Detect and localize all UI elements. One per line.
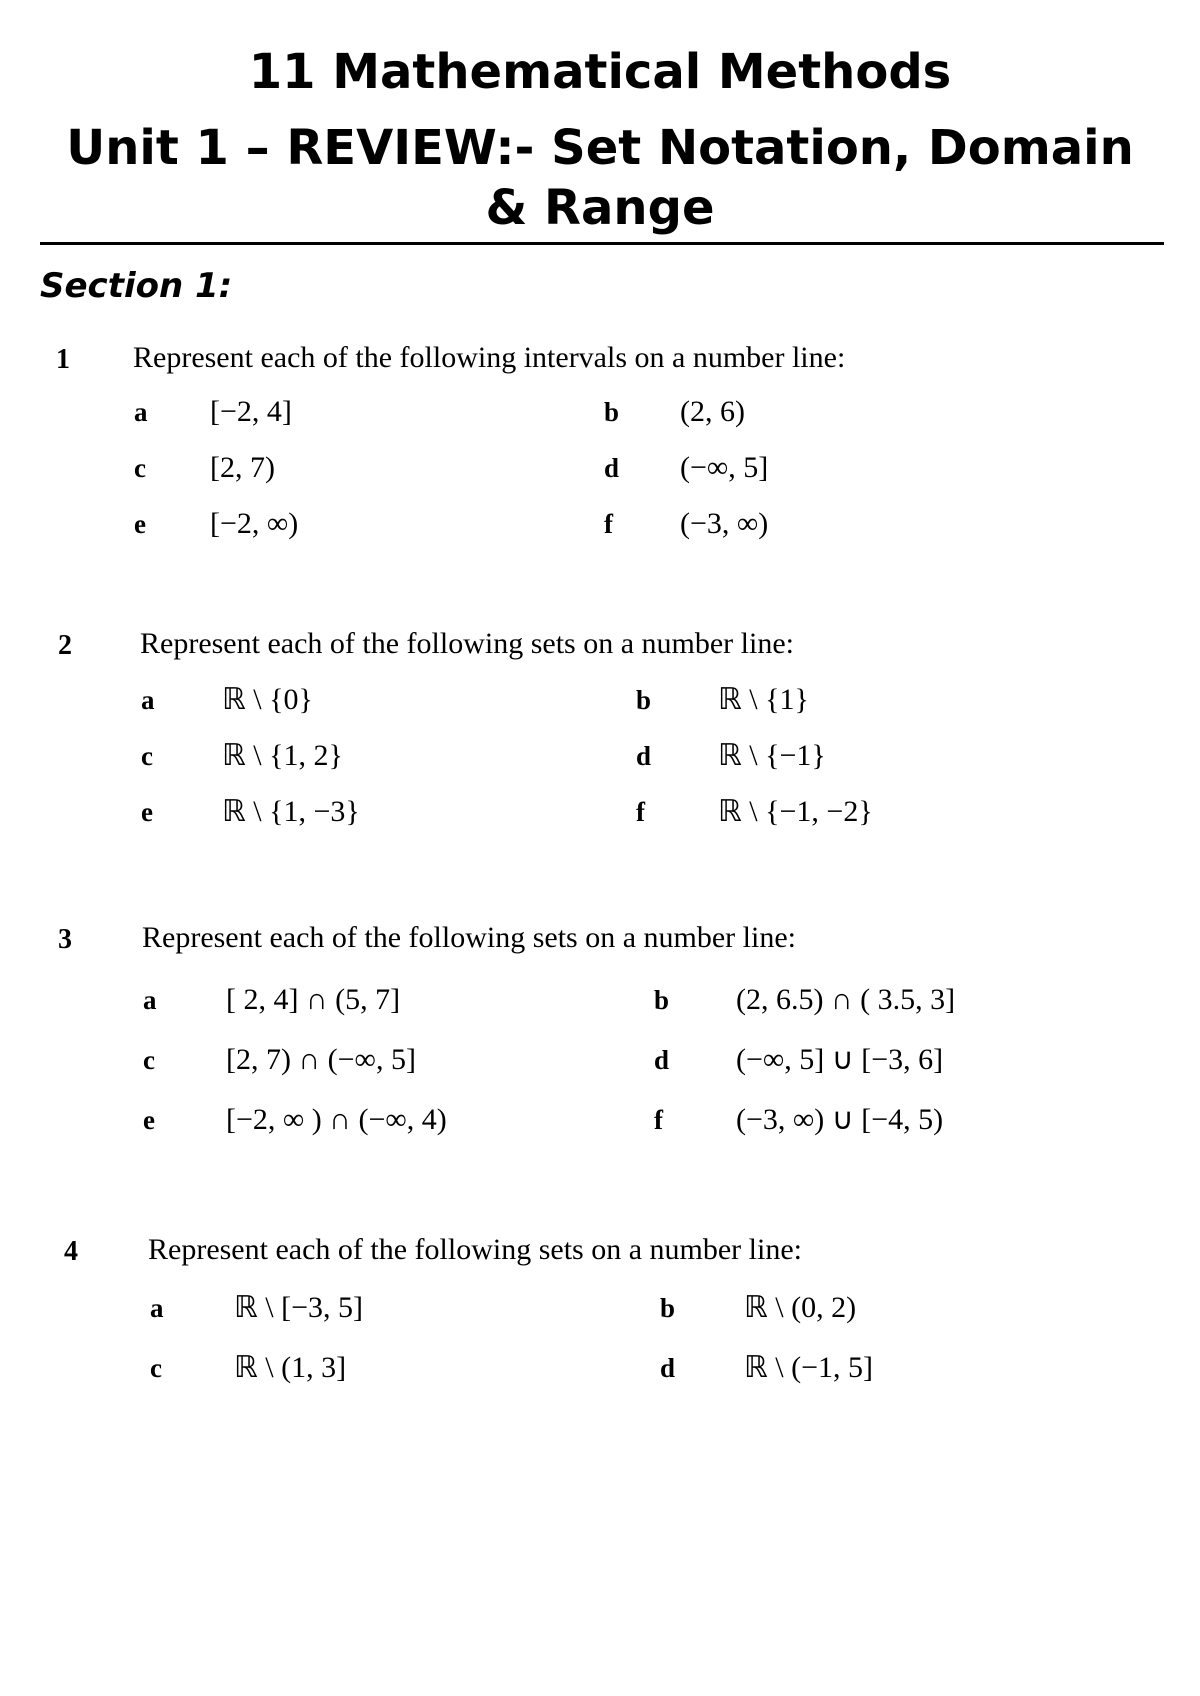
part-expression: (−3, ∞) ∪ [−4, 5) xyxy=(736,1103,944,1136)
question-prompt: Represent each of the following sets on a number line: xyxy=(148,1233,802,1266)
part-expression: (−3, ∞) xyxy=(680,507,769,540)
part-letter: b xyxy=(636,685,652,715)
document-title: 11 Mathematical Methods xyxy=(248,44,952,100)
part-expression: [2, 7) xyxy=(210,451,275,484)
part-letter: c xyxy=(134,453,146,483)
part-expression: ℝ \ (0, 2) xyxy=(744,1291,857,1324)
part-letter: d xyxy=(660,1353,676,1383)
part-letter: d xyxy=(654,1045,670,1075)
question-prompt: Represent each of the following intervals on a number line: xyxy=(133,341,846,374)
part-expression: ℝ \ {1, 2} xyxy=(222,739,343,772)
part-expression: [−2, ∞) xyxy=(210,507,299,540)
question-number: 2 xyxy=(58,630,72,661)
part-letter: f xyxy=(654,1105,663,1135)
part-expression: ℝ \ {0} xyxy=(222,683,313,716)
part-expression: [−2, 4] xyxy=(210,395,292,428)
document-subtitle: Unit 1 – REVIEW:- Set Notation, Domain & Range xyxy=(66,120,1134,236)
section-heading: Section 1: xyxy=(40,266,233,306)
part-expression: (−∞, 5] ∪ [−3, 6] xyxy=(736,1043,944,1076)
part-expression: (−∞, 5] xyxy=(680,451,769,484)
part-expression: [ 2, 4] ∩ (5, 7] xyxy=(226,983,401,1016)
question-number: 4 xyxy=(64,1236,78,1267)
part-expression: ℝ \ {1, −3} xyxy=(222,795,360,828)
part-letter: a xyxy=(141,685,155,715)
part-letter: a xyxy=(143,985,157,1015)
question-number: 1 xyxy=(56,344,70,375)
part-letter: f xyxy=(604,509,613,539)
part-expression: ℝ \ {−1, −2} xyxy=(718,795,873,828)
part-expression: [−2, ∞ ) ∩ (−∞, 4) xyxy=(226,1103,447,1136)
part-letter: e xyxy=(134,509,146,539)
part-letter: c xyxy=(150,1353,162,1383)
part-expression: ℝ \ {1} xyxy=(718,683,809,716)
part-expression: [2, 7) ∩ (−∞, 5] xyxy=(226,1043,416,1076)
part-letter: c xyxy=(143,1045,155,1075)
part-expression: (2, 6) xyxy=(680,395,745,428)
part-letter: a xyxy=(150,1293,164,1323)
part-letter: d xyxy=(604,453,620,483)
part-letter: c xyxy=(141,741,153,771)
part-letter: b xyxy=(654,985,670,1015)
part-expression: (2, 6.5) ∩ ( 3.5, 3] xyxy=(736,983,956,1016)
part-letter: a xyxy=(134,397,148,427)
part-letter: d xyxy=(636,741,652,771)
part-expression: ℝ \ {−1} xyxy=(718,739,826,772)
part-expression: ℝ \ (1, 3] xyxy=(234,1351,347,1384)
part-letter: e xyxy=(143,1105,155,1135)
part-expression: ℝ \ (−1, 5] xyxy=(744,1351,873,1384)
part-letter: e xyxy=(141,797,153,827)
part-letter: f xyxy=(636,797,645,827)
part-letter: b xyxy=(660,1293,676,1323)
question-number: 3 xyxy=(58,924,72,955)
part-expression: ℝ \ [−3, 5] xyxy=(234,1291,363,1324)
title-divider xyxy=(40,242,1164,245)
question-prompt: Represent each of the following sets on a number line: xyxy=(142,921,796,954)
question-prompt: Represent each of the following sets on a number line: xyxy=(140,627,794,660)
part-letter: b xyxy=(604,397,620,427)
